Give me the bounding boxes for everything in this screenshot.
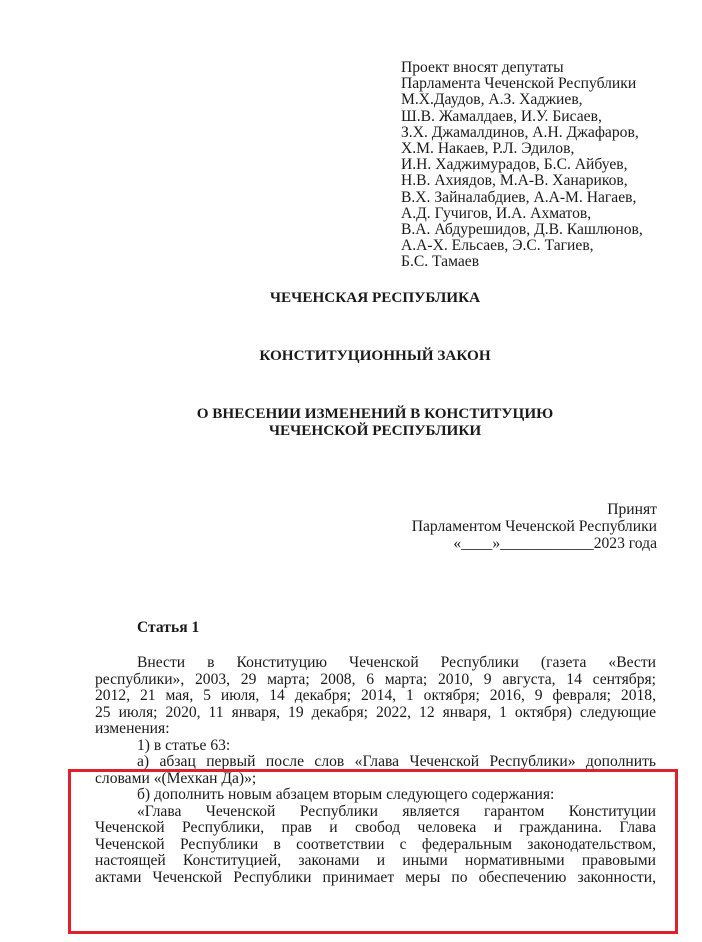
quote-line: Чеченской Республики в соответствии с федеральным законодательством, [95,836,656,853]
sponsors-line: М.Х.Даудов, А.З. Хаджиев, [401,91,583,109]
quote-line: настоящей Конституцией, законами и иными нормативными правовыми [95,853,656,869]
sponsors-block [401,60,691,270]
adopted-label: Принят [607,501,657,518]
law-title [0,405,702,439]
sponsors-line: Б.С. Тамаев [401,253,480,271]
intro-line: республики», 2003, 29 марта; 2008, 6 марта; 2010, 9 августа, 14 сентября; [95,671,656,688]
adoption-block [412,502,657,553]
quote-line: актами Чеченской Республики принимает меры по обеспечению законности, [95,869,656,886]
sponsors-line: Проект вносят депутаты [401,59,564,76]
sponsors-line: Ш.В. Жамалдаев, И.У. Бисаев, [401,107,602,125]
item-b: б) дополнить новым абзацем вторым следующего содержания: [137,786,555,803]
item-a-line: а) абзац первый после слов «Глава Чеченской Республики» дополнить [137,754,656,770]
sponsors-line: В.Х. Зайналабдиев, А.А-М. Нагаев, [401,188,637,206]
item-a-line: словами «(Мехкан Да)»; [95,769,257,787]
article-body [95,655,656,886]
law-type-heading: КОНСТИТУЦИОННЫЙ ЗАКОН [259,347,491,364]
republic-heading: ЧЕЧЕНСКАЯ РЕСПУБЛИКА [269,289,481,306]
item-1: 1) в статье 63: [137,736,231,754]
intro-line: 25 июля; 2020, 11 января, 19 декабря; 2022, 12 января, 1 октября) следующие [95,704,656,721]
sponsors-line: А.Д. Гучигов, И.А. Ахматов, [401,204,592,222]
sponsors-line: А.А-Х. Ельсаев, Э.С. Тагиев, [401,237,594,255]
intro-line: изменения: [95,720,170,737]
adopted-date: «____»____________2023 года [453,535,657,552]
law-title-line: ЧЕЧЕНСКОЙ РЕСПУБЛИКИ [268,422,482,439]
sponsors-line: И.Н. Хаджимурадов, Б.С. Айбуев, [401,156,628,174]
intro-line: 2012, 21 мая, 5 июля, 14 декабря; 2014, 1 октября; 2016, 9 февраля; 2018, [95,688,656,704]
adopted-by: Парламентом Чеченской Республики [411,518,657,535]
law-title-line: О ВНЕСЕНИИ ИЗМЕНЕНИЙ В КОНСТИТУЦИЮ [196,405,554,422]
quote-line: Чеченской Республики, прав и свобод человека и гражданина. Глава [95,820,656,836]
sponsors-line: Парламента Чеченской Республики [401,75,637,93]
sponsors-line: Х.М. Накаев, Р.Л. Эдилов, [401,139,575,157]
sponsors-line: Н.В. Ахиядов, М.А-В. Ханариков, [401,172,628,190]
article-title: Статья 1 [137,619,200,636]
sponsors-line: В.А. Абдурешидов, Д.В. Кашлюнов, [401,220,643,238]
quote-line: «Глава Чеченской Республики является гарантом Конституции [137,803,656,820]
sponsors-line: З.Х. Джамалдинов, А.Н. Джафаров, [401,123,639,141]
intro-line: Внести в Конституцию Чеченской Республики (газета «Вести [137,655,656,671]
